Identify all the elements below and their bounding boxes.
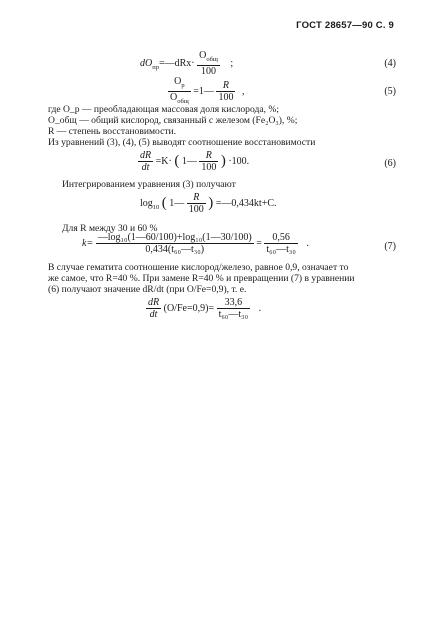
eq7-lhs: k= bbox=[82, 237, 94, 249]
eq4-num: O bbox=[199, 50, 207, 61]
eq4-tail: ; bbox=[230, 57, 234, 69]
eq7-fraction bbox=[96, 232, 254, 255]
eq5-r-num: R bbox=[216, 80, 235, 92]
eq6-num: dR bbox=[140, 150, 152, 161]
equation-6: $\frac{dR}{dt}$ =K· ( 1— $\frac{R}{100}$ ) ·100. bbox=[140, 150, 250, 173]
eq7-label: (7) bbox=[384, 241, 396, 252]
where-line-3: R — степень восстановимости. bbox=[48, 126, 177, 137]
equation-5 bbox=[168, 76, 244, 107]
eq5-eq: =1— bbox=[193, 85, 214, 97]
eq6-tail: ·100. bbox=[228, 155, 250, 167]
eqlog-fraction bbox=[187, 192, 206, 215]
eqfinal-num: dR bbox=[148, 297, 160, 308]
eq6-label: (6) bbox=[384, 158, 396, 169]
from-equations-text: Из уравнений (3), (4), (5) выводят соотношение восстановимости bbox=[48, 137, 316, 148]
eq7-den2: t₆₀—t₃₀ bbox=[266, 244, 296, 255]
eq5-r-den: 100 bbox=[218, 92, 234, 103]
where-line-2: O_общ — общий кислород, связанный с железом (Fe₂O₃), %; bbox=[48, 115, 298, 126]
eq6-r-num: R bbox=[199, 150, 218, 162]
eqlog-r-num: R bbox=[187, 192, 206, 204]
eq6-r-den: 100 bbox=[201, 162, 217, 173]
equation-final bbox=[146, 297, 261, 320]
eq5-den: O bbox=[170, 92, 178, 103]
equation-4 bbox=[140, 50, 233, 77]
integration-text: Интегрированием уравнения (3) получают bbox=[62, 179, 236, 190]
eq6-den: dt bbox=[141, 162, 150, 173]
paragraph-line-1: В случае гематита соотношение кислород/железо, равное 0,9, означает то bbox=[48, 262, 349, 273]
eq4-label: (4) bbox=[384, 58, 396, 69]
eq5-left-fraction bbox=[168, 76, 191, 107]
where-line-1: где O_р — преобладающая массовая доля кислорода, %; bbox=[48, 104, 280, 115]
eqfinal-tail: . bbox=[258, 302, 262, 314]
eq7-tail: . bbox=[306, 237, 309, 249]
eq5-tail: , bbox=[241, 85, 245, 97]
eq4-fraction bbox=[197, 50, 220, 77]
eq5-label: (5) bbox=[384, 86, 396, 97]
eq7-num2: 0,56 bbox=[264, 232, 298, 244]
page-header: ГОСТ 28657—90 С. 9 bbox=[296, 20, 394, 31]
eqlog-sub: 10 bbox=[152, 203, 160, 211]
eqfinal-right-fraction bbox=[217, 297, 251, 320]
eq6-left-fraction bbox=[138, 150, 153, 173]
eqlog-tail: =—0,434kt+C. bbox=[215, 197, 277, 209]
between-text: Для R между 30 и 60 % bbox=[62, 223, 158, 234]
equation-log: $\log_{10}$ ( 1— $\frac{R}{100}$ ) =—0,434kt+C. bbox=[140, 192, 277, 215]
eq4-mid: =—dRx· bbox=[158, 57, 195, 69]
eqfinal-num2: 33,6 bbox=[217, 297, 251, 309]
paragraph-line-3: (6) получают значение dR/dt (при O/Fe=0,9), т. е. bbox=[48, 284, 247, 295]
eq7-den: 0,434(t₆₀—t₃₀) bbox=[145, 244, 205, 255]
eqlog-one: 1— bbox=[169, 197, 185, 209]
eq6-one: 1— bbox=[181, 155, 197, 167]
eq4-lhs: dO bbox=[140, 57, 153, 69]
eq7-num: —log₁₀(1—60/100)+log₁₀(1—30/100) bbox=[97, 232, 252, 243]
eqlog-log: log bbox=[140, 197, 153, 209]
paragraph-line-2: же самое, что R=40 %. При замене R=40 % и превращении (7) в уравнении bbox=[48, 273, 355, 284]
eqfinal-left-fraction bbox=[146, 297, 161, 320]
eq5-right-fraction bbox=[216, 80, 235, 103]
eq6-r-fraction bbox=[199, 150, 218, 173]
equation-7 bbox=[82, 232, 309, 255]
eqfinal-den: dt bbox=[149, 309, 158, 320]
eq5-num-sub: р bbox=[181, 82, 185, 89]
eqfinal-den2: t₆₀—t₃₀ bbox=[218, 309, 249, 320]
eq4-den: 100 bbox=[201, 66, 216, 77]
eq4-num-sub: общ bbox=[206, 56, 218, 63]
eq6-mid: =K· bbox=[155, 155, 172, 167]
eq5-num: O bbox=[174, 76, 182, 87]
eqfinal-mid: (O/Fe=0,9)= bbox=[163, 302, 215, 314]
eq7-eq: = bbox=[256, 237, 262, 249]
eq4-lhs-sub: пр bbox=[152, 63, 159, 71]
eq7-fraction-2 bbox=[264, 232, 298, 255]
eq5-den-sub: общ bbox=[177, 98, 189, 105]
eqlog-r-den: 100 bbox=[188, 204, 204, 215]
